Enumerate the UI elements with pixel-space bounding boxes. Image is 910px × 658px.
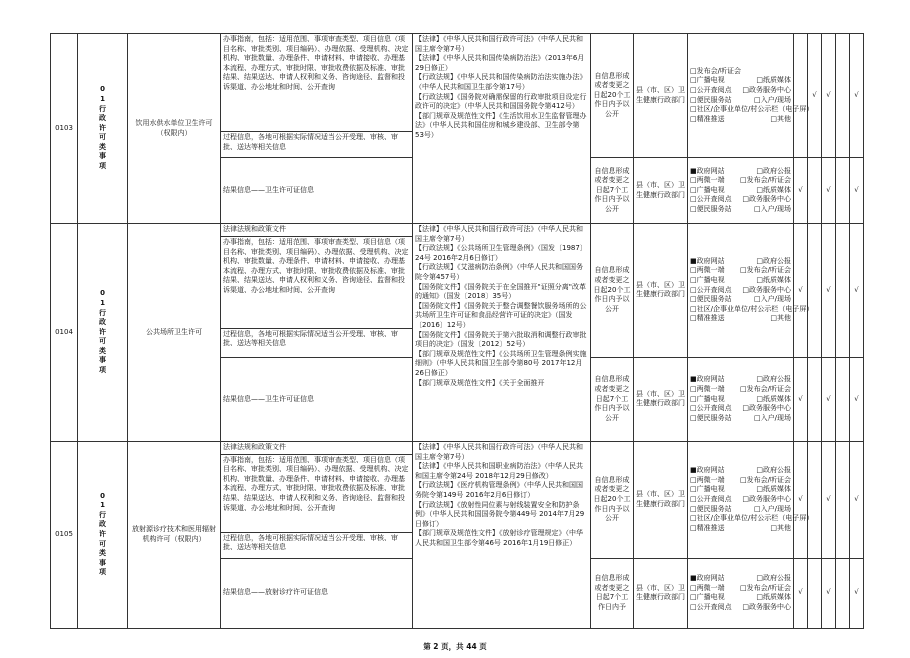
content-law-header: 法律法规和政策文件 xyxy=(221,442,413,455)
check-mark: √ xyxy=(850,34,864,158)
disclosure-channels: ■政府网站 □政府公报 □两微一端 □发布会/听证会 □广播电视 □纸质媒体 □公开查阅点 □政务服务中心 □便民服务站 □入户/现场 xyxy=(688,357,794,441)
check-mark: √ xyxy=(822,34,836,158)
content-guide: 办事指南，包括：适用范围、事项审查类型、项目信息（项目名称、审批类别、项目编码）、办理依据、受理机构、决定机构、审批数量、办理条件、申请材料、申请接收、办理基本流程、办理方式、审批时限、审批收费依据及标准、审批结果、结果送达、申请人权利和义务、咨询途径、监督和投诉渠道、办公地址和时间、公开查询 xyxy=(221,34,413,132)
item-code: 0104 xyxy=(51,224,78,442)
check-mark: √ xyxy=(822,224,836,358)
item-category: 0 1 行 政 许 可 类 事 项 xyxy=(78,442,128,629)
legal-basis: 【法律】《中华人民共和国行政许可法》（中华人民共和国主席令第7号） 【法律】《中华人民共和国传染病防治法》（2013年6月29日修正） 【行政法规】《中华人民共和国传染病防治法实施办法》（中华人民共和国卫生部令第17号） 【行政法规】《国务院对确需保留的行政审批项目设定行政许可的决定》（中华人民共和国国务院令第412号） 【部门规章及规范性文件】《生活饮用水卫生监督管理办法》（中华人民共和国住房和城乡建设部、卫生部令第53号） xyxy=(413,34,591,224)
legal-basis: 【法律】《中华人民共和国行政许可法》（中华人民共和国主席令第7号） 【法律】《中华人民共和国职业病防治法》（中华人民共和国主席令第24号 2018年12月29日修改） 【行政法规】《医疗机构管理条例》（中华人民共和国国务院令第149号 2016年2月6日修订） 【行政法规】《放射性同位素与射线装置安全和防护条例》（中华人民共和国国务院令第449号 2014年7月29日修订） 【部门规章及规范性文件】《放射诊疗管理规定》（中华人民共和国卫生部令第46号 2016年1月19日修正） xyxy=(413,442,591,629)
check-mark xyxy=(836,34,850,158)
table-row xyxy=(51,442,864,455)
check-mark: √ xyxy=(822,558,836,628)
check-mark: √ xyxy=(808,34,822,158)
page-footer: 第 2 页，共 44 页 xyxy=(423,642,487,651)
table-row xyxy=(51,34,864,132)
disclosure-channels: ■政府网站 □政府公报 □两微一端 □发布会/听证会 □广播电视 □纸质媒体 □公开查阅点 □政务服务中心 xyxy=(688,558,794,628)
disclosure-time: 自信息形成或者变更之日起20个工作日内予以公开 xyxy=(591,34,634,158)
disclosure-dept: 县（市、区）卫生健康行政部门 xyxy=(634,224,688,358)
legal-basis: 【法律】《中华人民共和国行政许可法》（中华人民共和国主席令第7号） 【行政法规】《公共场所卫生管理条例》（国发〔1987〕24号 2016年2月6日修订） 【行政法规】《艾滋病防治条例》（中华人民共和国国务院令第457号） 【国务院文件】《国务院关于在全国推开"证照分离"改革的通知》（国发〔2018〕35号） 【国务院文件】《国务院关于整合调整餐饮服务场所的公共场所卫生许可证和食品经营许可证的决定》（国发〔2016〕12号） 【国务院文件】《国务院关于第六批取消和调整行政审批项目的决定》（国发〔2012〕52号） 【部门规章及规范性文件】《公共场所卫生管理条例实施细则》（中华人民共和国卫生部令第80号 2017年12月26日修正） 【部门规章及规范性文件】《关于全面推开 xyxy=(413,224,591,442)
check-mark xyxy=(836,224,850,358)
item-category: 0 1 行 政 许 可 类 事 项 xyxy=(78,224,128,442)
disclosure-time: 自信息形成或者变更之日起7个工作日内予以公开 xyxy=(591,357,634,441)
item-code: 0105 xyxy=(51,442,78,629)
disclosure-channels: ■政府网站 □政府公报 □两微一端 □发布会/听证会 □广播电视 □纸质媒体 □公开查阅点 □政务服务中心 □便民服务站 □入户/现场 □社区/企事业单位/村公示栏（电子屏） □精准推送 □其他 xyxy=(688,442,794,559)
content-process: 过程信息，各地可根据实际情况适当公开受理、审核、审批、送达等相关信息 xyxy=(221,532,413,558)
item-category: 0 1 行 政 许 可 类 事 项 xyxy=(78,34,128,224)
check-mark: √ xyxy=(794,558,808,628)
check-mark xyxy=(836,357,850,441)
content-guide: 办事指南，包括：适用范围、事项审查类型、项目信息（项目名称、审批类别、项目编码）、办理依据、受理机构、决定机构、审批数量、办理条件、申请材料、申请接收、办理基本流程、办理方式、审批时限、审批收费依据及标准、审批结果、结果送达、申请人权利和义务、咨询途径、监督和投诉渠道、办公地址和时间、公开查询 xyxy=(221,237,413,329)
disclosure-dept: 县（市、区）卫生健康行政部门 xyxy=(634,158,688,224)
disclosure-dept: 县（市、区）卫生健康行政部门 xyxy=(634,558,688,628)
check-mark: √ xyxy=(822,158,836,224)
disclosure-table xyxy=(50,33,864,629)
check-mark xyxy=(808,357,822,441)
check-mark: √ xyxy=(850,558,864,628)
check-mark: √ xyxy=(822,357,836,441)
content-process: 过程信息，各地可根据实际情况适当公开受理、审核、审批、送达等相关信息 xyxy=(221,328,413,357)
content-process: 过程信息，各地可根据实际情况适当公开受理、审核、审批、送达等相关信息 xyxy=(221,132,413,158)
check-mark: √ xyxy=(822,442,836,559)
disclosure-channels: □发布会/听证会 □广播电视 □纸质媒体 □公开查阅点 □政务服务中心 □便民服务站 □入户/现场 □社区/企事业单位/村公示栏（电子屏） □精准推送 □其他 xyxy=(688,34,794,158)
check-mark xyxy=(794,34,808,158)
check-mark: √ xyxy=(794,158,808,224)
disclosure-channels: ■政府网站 □政府公报 □两微一端 □发布会/听证会 □广播电视 □纸质媒体 □公开查阅点 □政务服务中心 □便民服务站 □入户/现场 □社区/企事业单位/村公示栏（电子屏） □精准推送 □其他 xyxy=(688,224,794,358)
check-mark xyxy=(808,158,822,224)
check-mark xyxy=(836,158,850,224)
disclosure-dept: 县（市、区）卫生健康行政部门 xyxy=(634,34,688,158)
check-mark: √ xyxy=(794,357,808,441)
check-mark: √ xyxy=(850,224,864,358)
check-mark xyxy=(836,442,850,559)
check-mark xyxy=(808,224,822,358)
check-mark: √ xyxy=(850,357,864,441)
item-code: 0103 xyxy=(51,34,78,224)
disclosure-dept: 县（市、区）卫生健康行政部门 xyxy=(634,357,688,441)
content-result: 结果信息——放射诊疗许可证信息 xyxy=(221,558,413,628)
check-mark xyxy=(836,558,850,628)
check-mark: √ xyxy=(794,224,808,358)
item-name: 饮用水供水单位卫生许可（权限内） xyxy=(128,34,221,224)
content-result: 结果信息——卫生许可证信息 xyxy=(221,158,413,224)
disclosure-time: 自信息形成或者变更之日起20个工作日内予以公开 xyxy=(591,442,634,559)
item-name: 公共场所卫生许可 xyxy=(128,224,221,442)
table-row xyxy=(51,224,864,237)
content-law-header: 法律法规和政策文件 xyxy=(221,224,413,237)
disclosure-channels: ■政府网站 □政府公报 □两微一端 □发布会/听证会 □广播电视 □纸质媒体 □公开查阅点 □政务服务中心 □便民服务站 □入户/现场 xyxy=(688,158,794,224)
disclosure-time: 自信息形成或者变更之日起20个工作日内予以公开 xyxy=(591,224,634,358)
disclosure-time: 自信息形成或者变更之日起7个工作日内予以公开 xyxy=(591,158,634,224)
item-name: 放射源诊疗技术和医用辐射机构许可（权限内） xyxy=(128,442,221,629)
disclosure-dept: 县（市、区）卫生健康行政部门 xyxy=(634,442,688,559)
check-mark xyxy=(808,442,822,559)
content-guide: 办事指南，包括：适用范围、事项审查类型、项目信息（项目名称、审批类别、项目编码）、办理依据、受理机构、决定机构、审批数量、办理条件、申请材料、申请接收、办理基本流程、办理方式、审批时限、审批收费依据及标准、审批结果、结果送达、申请人权利和义务、咨询途径、监督和投诉渠道、办公地址和时间、公开查询 xyxy=(221,454,413,532)
check-mark xyxy=(808,558,822,628)
check-mark: √ xyxy=(850,158,864,224)
disclosure-time: 自信息形成或者变更之日起7个工作日内予 xyxy=(591,558,634,628)
content-result: 结果信息——卫生许可证信息 xyxy=(221,357,413,441)
check-mark: √ xyxy=(794,442,808,559)
check-mark: √ xyxy=(850,442,864,559)
